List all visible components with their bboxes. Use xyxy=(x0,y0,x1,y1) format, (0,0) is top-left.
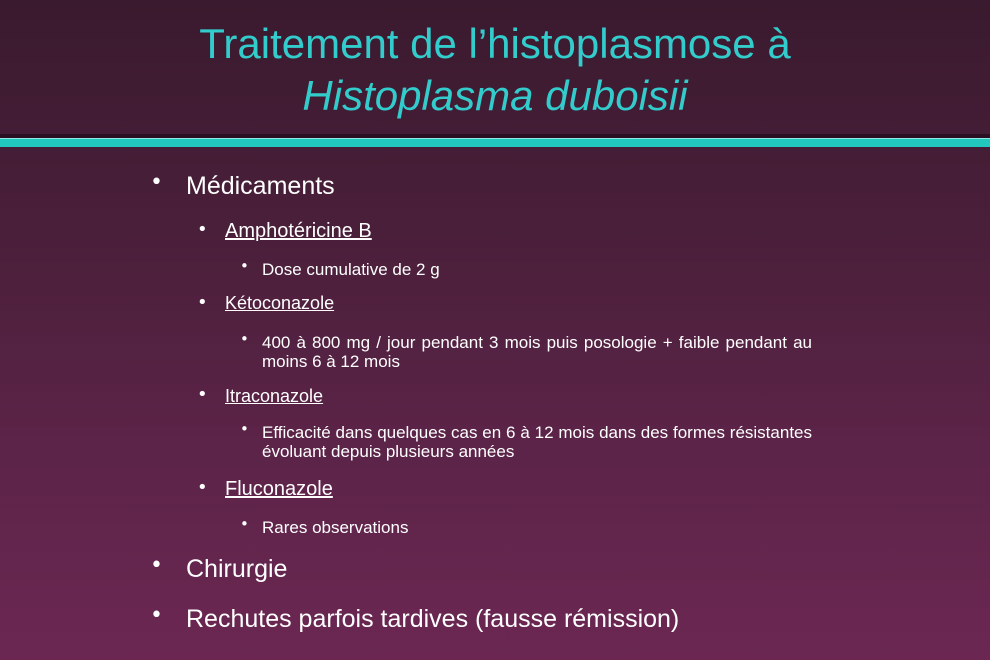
bullet-icon: • xyxy=(240,330,249,348)
item-label: Itraconazole xyxy=(225,386,324,406)
bullet-icon: • xyxy=(240,515,249,533)
title-divider xyxy=(0,134,990,148)
bullet-icon: • xyxy=(197,292,208,313)
item-label: Rechutes parfois tardives (fausse rémission) xyxy=(186,605,680,633)
bullet-icon: • xyxy=(197,477,208,498)
item-label: 400 à 800 mg / jour pendant 3 mois puis posologie + faible pendant au moins 6 à 12 mois xyxy=(262,333,812,371)
item-label: Médicaments xyxy=(186,172,335,200)
item-label: Amphotéricine B xyxy=(225,220,372,242)
title-line-1: Traitement de l’histoplasmose à xyxy=(199,20,791,67)
bullet-icon: • xyxy=(150,603,163,628)
item-label: Efficacité dans quelques cas en 6 à 12 mois dans des formes résistantes évoluant depuis plusieurs années xyxy=(262,423,812,461)
bullet-icon: • xyxy=(197,384,208,405)
bullet-icon: • xyxy=(240,257,249,275)
bullet-icon: • xyxy=(150,170,163,195)
item-label: Dose cumulative de 2 g xyxy=(262,260,440,279)
item-label: Fluconazole xyxy=(225,478,333,500)
slide-title xyxy=(0,18,990,122)
title-line-2: Histoplasma duboisii xyxy=(302,72,688,119)
item-label: Chirurgie xyxy=(186,555,288,583)
bullet-icon: • xyxy=(150,553,163,578)
item-label: Rares observations xyxy=(262,518,409,537)
item-label: Kétoconazole xyxy=(225,293,335,313)
bullet-icon: • xyxy=(240,420,249,438)
bullet-icon: • xyxy=(197,219,208,240)
